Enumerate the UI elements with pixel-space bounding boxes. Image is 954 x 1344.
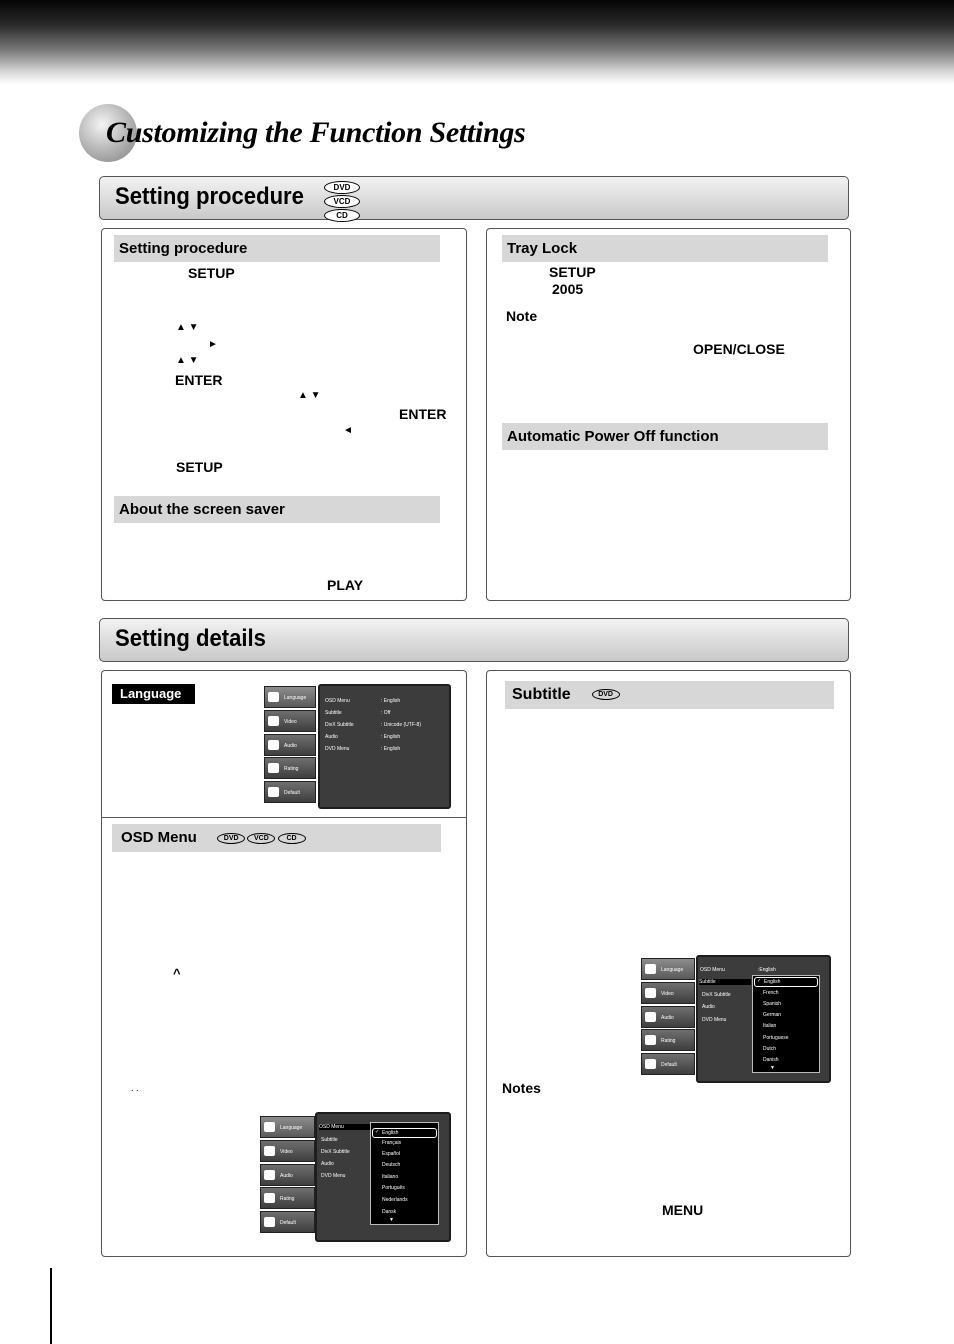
dropdown-option: Spanish [763, 1001, 782, 1007]
check-icon: ✓ [757, 978, 762, 984]
menu-side-item-default [260, 1211, 315, 1233]
audio-icon [645, 1012, 656, 1022]
menu-side-label: Language [284, 695, 307, 701]
menu-side-label: Default [284, 790, 300, 796]
section-bar-setting-details [99, 618, 849, 662]
dropdown-option: Italian [763, 1023, 777, 1029]
menu-row-value: : Unicode (UTF-8) [381, 722, 422, 728]
menu-row-value: : English [381, 746, 401, 752]
dropdown-option: French [763, 990, 779, 996]
note-label: Note [506, 308, 538, 324]
section-title: Setting procedure [115, 183, 304, 210]
video-icon [268, 716, 279, 726]
default-icon [264, 1217, 275, 1227]
menu-side-item-video [260, 1140, 315, 1162]
play-key-label: PLAY [327, 577, 364, 593]
osd-menu-screenshot [260, 1112, 451, 1242]
menu-side-item-rating [260, 1187, 315, 1209]
menu-side-item-audio [260, 1164, 315, 1186]
dropdown-option: Português [382, 1185, 405, 1191]
dropdown-option: English [764, 979, 781, 985]
page-margin-line [50, 1268, 52, 1344]
dropdown-option: Nederlands [382, 1197, 408, 1203]
menu-side-label: Audio [280, 1173, 293, 1179]
panel-divider [102, 817, 466, 818]
enter-key-label: ENTER [399, 406, 447, 422]
menu-side-item-language [260, 1116, 315, 1138]
default-icon [268, 787, 279, 797]
up-down-arrows-icon: ▲ ▼ [176, 322, 199, 333]
screen-saver-heading: About the screen saver [114, 496, 440, 523]
scroll-down-icon: ▼ [389, 1217, 394, 1223]
menu-side-item-audio [641, 1006, 695, 1028]
menu-side-item-language [264, 686, 316, 708]
language-icon [264, 1122, 275, 1132]
section-title: Setting details [115, 625, 266, 652]
language-icon [645, 964, 656, 974]
menu-side-item-audio [264, 734, 316, 756]
menu-side-label: Video [661, 991, 674, 997]
language-menu-screenshot [264, 684, 451, 809]
auto-power-off-heading: Automatic Power Off function [502, 423, 828, 450]
menu-side-item-language [641, 958, 695, 980]
menu-row-label: Subtitle [321, 1137, 338, 1143]
disc-badge-dvd: DVD [324, 181, 360, 194]
up-down-arrows-icon: ▲ ▼ [176, 355, 199, 366]
caret-symbol: ^ [173, 966, 181, 981]
menu-side-label: Language [280, 1125, 303, 1131]
disc-badges [324, 181, 360, 223]
disc-badge-cd: CD [324, 209, 360, 222]
setup-key-label: SETUP [176, 459, 223, 475]
setup-key-label: SETUP [549, 264, 596, 280]
disc-badge-vcd: VCD [324, 195, 360, 208]
menu-side-item-rating [264, 757, 316, 779]
menu-row-label: OSD Menu [700, 967, 725, 973]
dropdown-option: Danish [763, 1057, 779, 1063]
scroll-down-icon: ▼ [770, 1065, 775, 1071]
menu-row-label: DivX Subtitle [321, 1149, 350, 1155]
section-bar-setting-procedure [99, 176, 849, 220]
menu-side-label: Rating [661, 1038, 676, 1044]
menu-side-item-default [641, 1053, 695, 1075]
dropdown-option: Deutsch [382, 1162, 401, 1168]
menu-side-item-video [264, 710, 316, 732]
subtitle-heading-text: Subtitle [512, 686, 571, 703]
right-arrow-icon: ► [208, 339, 218, 350]
dropdown-option: English [382, 1130, 399, 1136]
page-title: Customizing the Function Settings [106, 116, 526, 149]
menu-row-value: : English [381, 734, 401, 740]
menu-row-label: DivX Subtitle [325, 722, 354, 728]
disc-badge-vcd: VCD [247, 833, 275, 844]
menu-side-label: Video [284, 719, 297, 725]
tray-lock-code: 2005 [552, 281, 584, 297]
dropdown-option: Dansk [382, 1209, 397, 1215]
menu-row-value: : English [381, 698, 401, 704]
audio-icon [264, 1170, 275, 1180]
lock-icon [645, 1035, 656, 1045]
menu-row-label: DVD Menu [325, 746, 350, 752]
language-tag: Language [112, 684, 195, 704]
menu-side-label: Rating [284, 766, 299, 772]
menu-side-label: Rating [280, 1196, 295, 1202]
subtitle-heading [505, 681, 834, 709]
check-icon: ✓ [375, 1129, 380, 1135]
header-gradient-bar [0, 0, 954, 84]
menu-side-label: Default [280, 1220, 296, 1226]
dropdown-option: Italiano [382, 1174, 399, 1180]
subtitle-menu-screenshot [641, 955, 831, 1083]
menu-side-item-rating [641, 1029, 695, 1051]
osd-menu-heading [112, 824, 441, 852]
dropdown-option: Español [382, 1151, 401, 1157]
menu-row-label: Audio [702, 1004, 715, 1010]
left-arrow-icon: ◄ [343, 425, 353, 436]
up-down-arrows-icon: ▲ ▼ [298, 390, 321, 401]
dropdown-option: Français [382, 1140, 402, 1146]
menu-side-label: Audio [284, 743, 297, 749]
tray-lock-heading: Tray Lock [502, 235, 828, 262]
disc-badge-cd: CD [278, 833, 306, 844]
dots-symbol: . . [131, 1083, 139, 1093]
menu-side-label: Default [661, 1062, 677, 1068]
open-close-key-label: OPEN/CLOSE [693, 341, 785, 357]
menu-row-label: DVD Menu [702, 1017, 727, 1023]
menu-side-item-video [641, 982, 695, 1004]
tray-lock-panel [486, 228, 851, 601]
menu-side-label: Language [661, 967, 684, 973]
enter-key-label: ENTER [175, 372, 223, 388]
dropdown-option: Dutch [763, 1046, 777, 1052]
language-icon [268, 692, 279, 702]
video-icon [645, 988, 656, 998]
lock-icon [264, 1193, 275, 1203]
audio-icon [268, 740, 279, 750]
menu-side-label: Video [280, 1149, 293, 1155]
menu-row-label: Audio [325, 734, 338, 740]
menu-row-value: : Off [381, 710, 391, 716]
menu-side-item-default [264, 781, 316, 803]
setting-procedure-heading: Setting procedure [114, 235, 440, 262]
menu-row-label-selected: Subtitle [699, 979, 751, 985]
disc-badge-dvd: DVD [217, 833, 245, 844]
dropdown-option: German [763, 1012, 782, 1018]
menu-row-label: DVD Menu [321, 1173, 346, 1179]
video-icon [264, 1146, 275, 1156]
menu-row-value: :English [758, 967, 776, 973]
menu-side-label: Audio [661, 1015, 674, 1021]
default-icon [645, 1059, 656, 1069]
lock-icon [268, 763, 279, 773]
setup-key-label: SETUP [188, 265, 235, 281]
menu-row-label-selected: OSD Menu [319, 1124, 371, 1130]
menu-row-label: Audio [321, 1161, 334, 1167]
menu-row-label: OSD Menu [325, 698, 350, 704]
osd-menu-heading-text: OSD Menu [121, 829, 197, 846]
dropdown-option: Portuguese [763, 1035, 789, 1041]
menu-row-label: DivX Subtitle [702, 992, 731, 998]
menu-key-label: MENU [662, 1202, 704, 1218]
menu-row-label: Subtitle [325, 710, 342, 716]
notes-label: Notes [502, 1080, 541, 1096]
disc-badge-dvd: DVD [592, 689, 620, 700]
